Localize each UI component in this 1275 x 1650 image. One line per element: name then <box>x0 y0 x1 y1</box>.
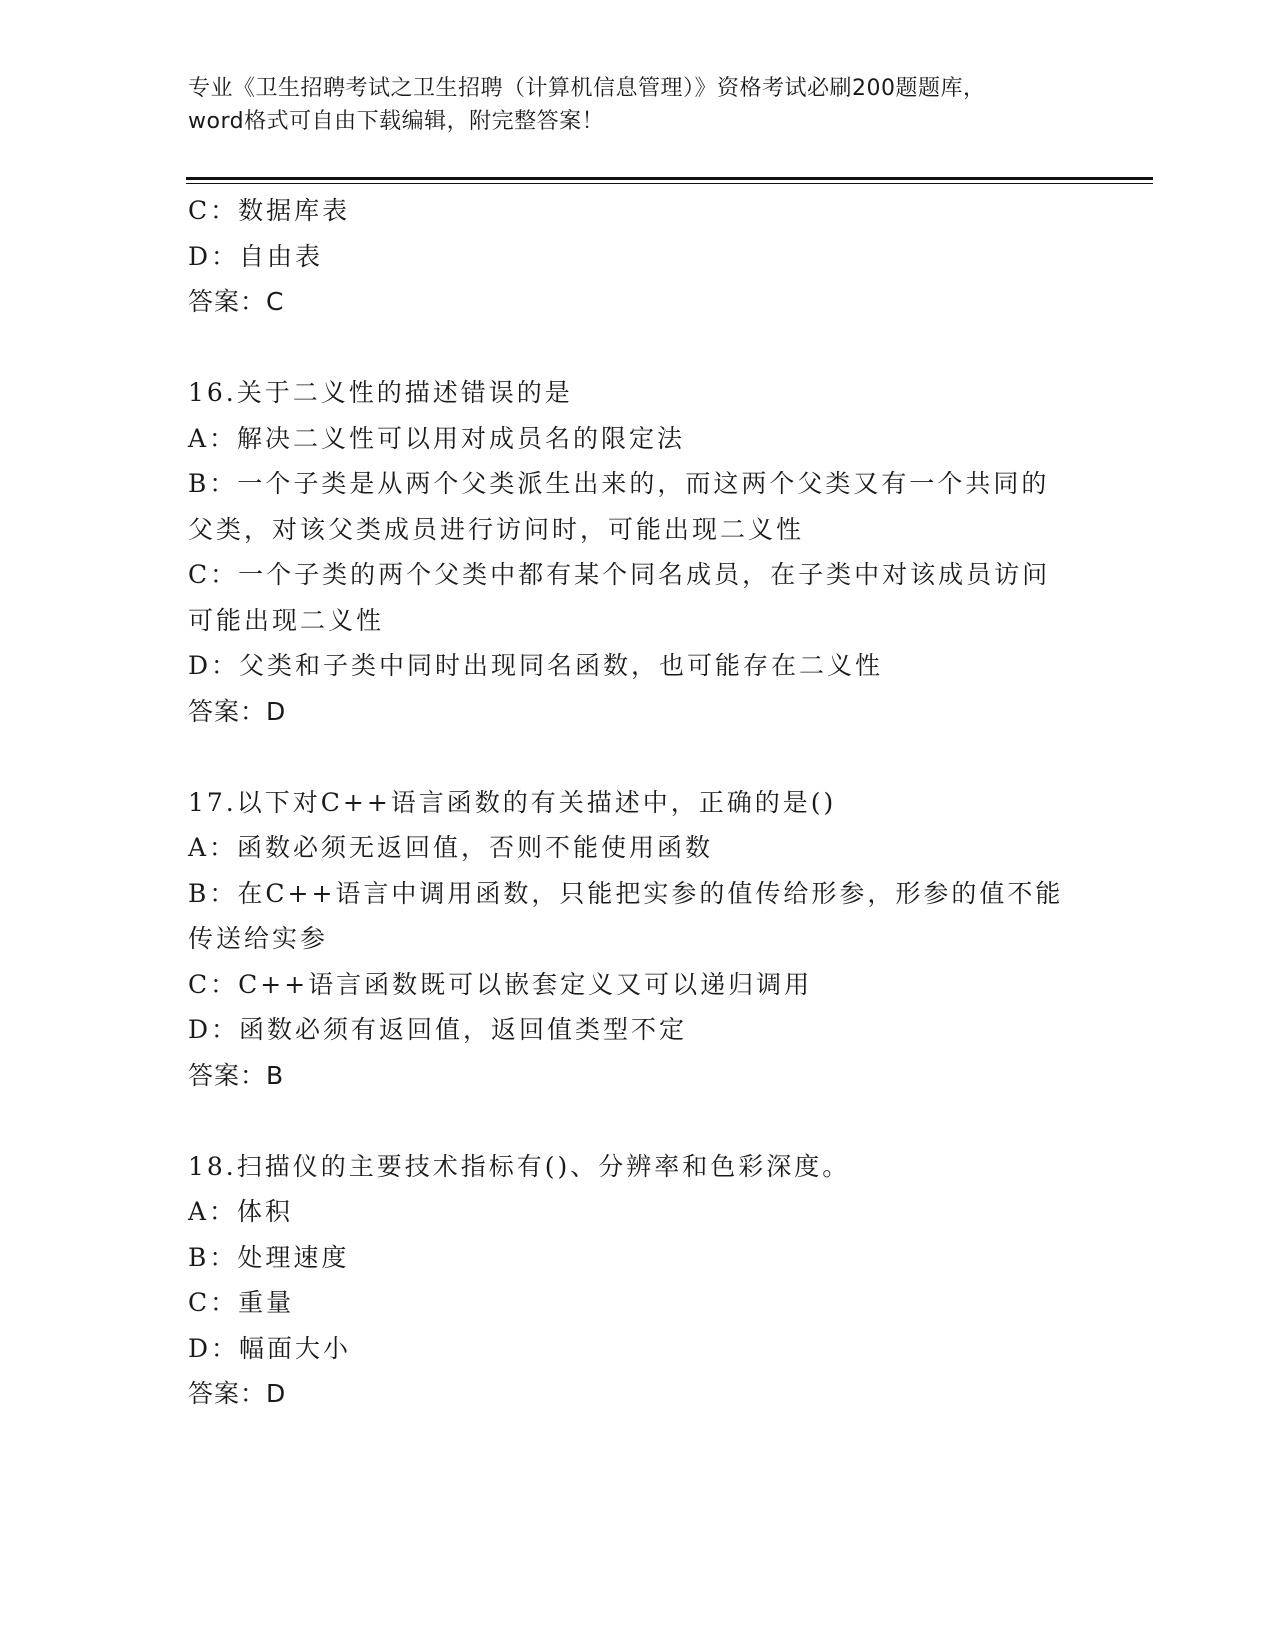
spacer <box>188 1098 1088 1144</box>
option-a: A：函数必须无返回值，否则不能使用函数 <box>188 833 714 862</box>
option-b-continued: 父类，对该父类成员进行访问时，可能出现二义性 <box>188 514 805 544</box>
header-divider-thin <box>186 183 1153 184</box>
answer: 答案：B <box>188 1060 285 1090</box>
question-17 <box>188 780 1088 1099</box>
option-b: B：一个子类是从两个父类派生出来的，而这两个父类又有一个共同的 <box>188 469 1050 498</box>
option-d: D：幅面大小 <box>188 1333 352 1363</box>
option-b-continued: 传送给实参 <box>188 924 329 953</box>
option-c: C：数据库表 <box>188 196 351 225</box>
option-a: A：解决二义性可以用对成员名的限定法 <box>188 423 686 453</box>
document-body <box>188 188 1088 1417</box>
answer: 答案：D <box>188 1379 287 1408</box>
option-c: C：重量 <box>188 1288 295 1317</box>
answer: 答案：C <box>188 287 285 316</box>
spacer <box>188 325 1088 371</box>
option-c: C：一个子类的两个父类中都有某个同名成员，在子类中对该成员访问 <box>188 560 1051 589</box>
question-16 <box>188 370 1088 734</box>
option-d: D：自由表 <box>188 241 324 271</box>
option-d: D：父类和子类中同时出现同名函数，也可能存在二义性 <box>188 651 884 680</box>
question-18 <box>188 1144 1088 1417</box>
option-c: C：C++语言函数既可以嵌套定义又可以递归调用 <box>188 969 813 999</box>
question-stem: 17.以下对C++语言函数的有关描述中，正确的是() <box>188 787 837 817</box>
option-b: B：处理速度 <box>188 1242 350 1272</box>
option-a: A：体积 <box>188 1197 294 1226</box>
header-title-line2: word格式可自由下载编辑，附完整答案！ <box>188 109 605 134</box>
option-b: B：在C++语言中调用函数，只能把实参的值传给形参，形参的值不能 <box>188 878 1064 908</box>
question-15-tail <box>188 188 1088 325</box>
document-header <box>188 72 1088 138</box>
answer: 答案：D <box>188 696 287 726</box>
question-stem: 18.扫描仪的主要技术指标有()、分辨率和色彩深度。 <box>188 1151 851 1181</box>
option-d: D：函数必须有返回值，返回值类型不定 <box>188 1015 688 1044</box>
header-divider-thick <box>186 177 1153 180</box>
option-c-continued: 可能出现二义性 <box>188 605 385 635</box>
spacer <box>188 734 1088 780</box>
question-stem: 16.关于二义性的描述错误的是 <box>188 378 573 407</box>
header-title-line1: 专业《卫生招聘考试之卫生招聘（计算机信息管理）》资格考试必刷200题题库， <box>188 76 986 101</box>
